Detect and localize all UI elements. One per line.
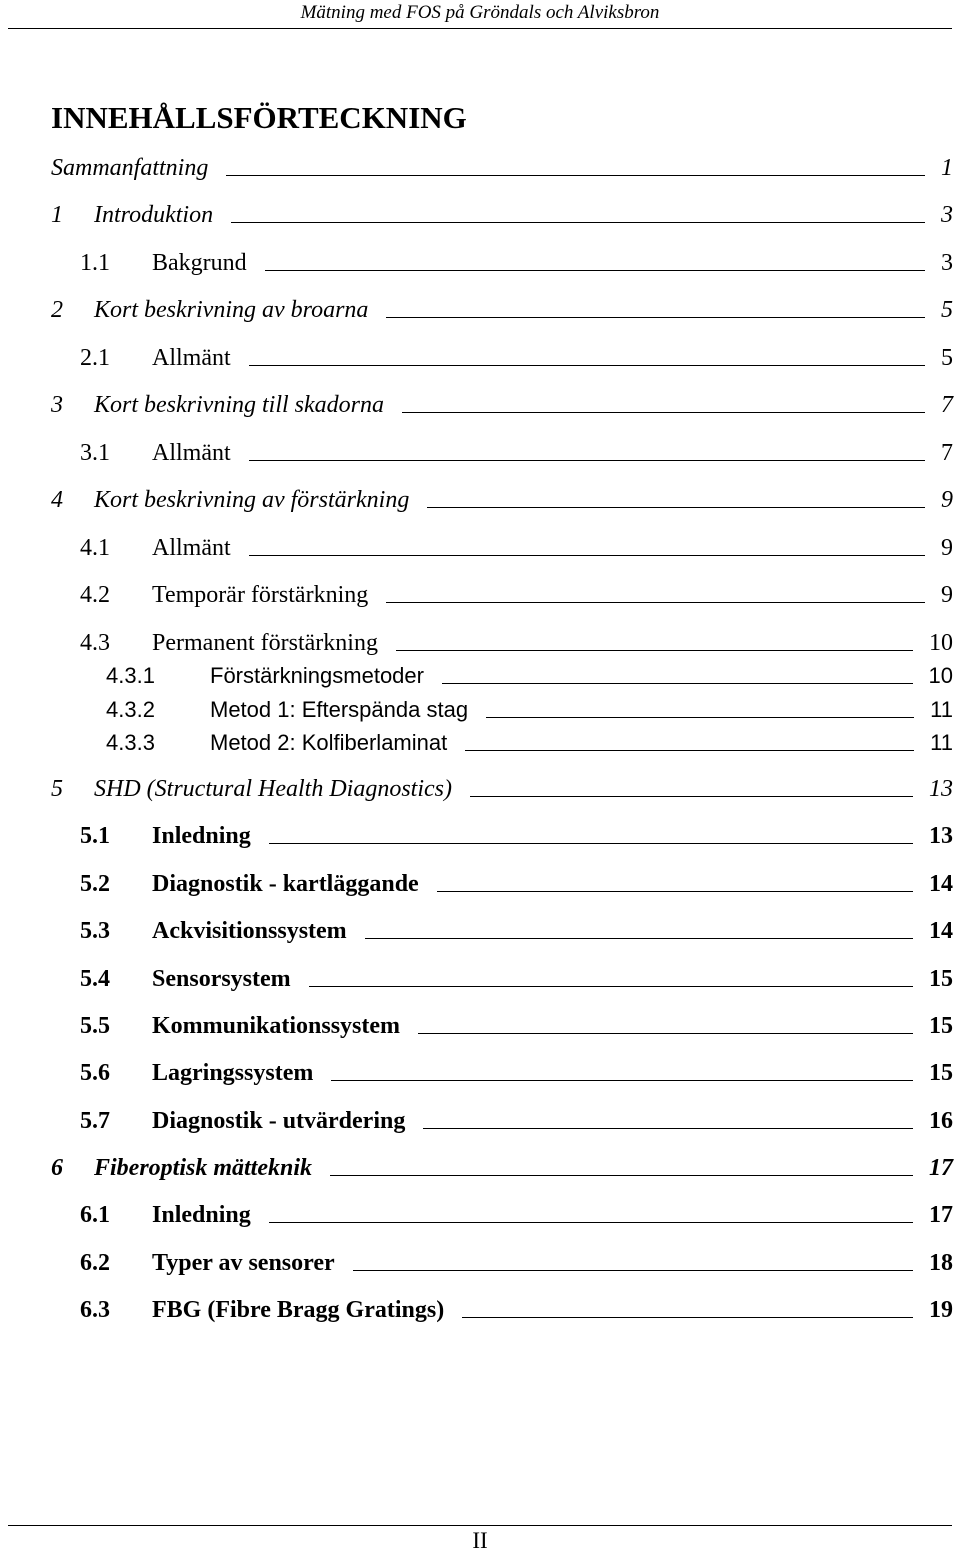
toc-entry[interactable]	[0, 153, 960, 183]
toc-entry-page: 17	[929, 1202, 953, 1228]
toc-entry-title: Introduktion	[94, 202, 214, 228]
toc-leader-line	[269, 843, 913, 844]
toc-entry-number: 2.1	[80, 345, 110, 371]
toc-entry[interactable]	[0, 821, 960, 851]
toc-entry-title: Temporär förstärkning	[152, 582, 369, 608]
toc-entry-number: 5.1	[80, 823, 110, 849]
toc-entry-page: 14	[929, 918, 953, 944]
toc-entry[interactable]	[0, 1153, 960, 1183]
toc-entry-title: Kort beskrivning till skadorna	[94, 392, 384, 418]
toc-entry[interactable]	[0, 661, 960, 691]
toc-entry[interactable]	[0, 916, 960, 946]
toc-entry-title: Allmänt	[152, 535, 231, 561]
toc-entry-number: 6	[51, 1155, 63, 1181]
toc-entry-page: 13	[929, 776, 953, 802]
toc-leader-line	[442, 683, 913, 684]
toc-entry-page: 3	[941, 250, 953, 276]
toc-entry-page: 7	[941, 392, 953, 418]
toc-entry[interactable]	[0, 1248, 960, 1278]
toc-leader-line	[386, 602, 925, 603]
toc-entry-number: 5.6	[80, 1060, 110, 1086]
toc-leader-line	[249, 555, 925, 556]
toc-entry-title: Fiberoptisk mätteknik	[94, 1155, 313, 1181]
toc-entry-page: 15	[929, 1013, 953, 1039]
toc-entry-page: 18	[929, 1250, 953, 1276]
toc-entry-number: 3.1	[80, 440, 110, 466]
toc-entry[interactable]	[0, 628, 960, 658]
page-number: II	[472, 1528, 488, 1553]
toc-entry[interactable]	[0, 1011, 960, 1041]
toc-entry-page: 19	[929, 1297, 953, 1323]
toc-entry-number: 6.1	[80, 1202, 110, 1228]
toc-entry-title: FBG (Fibre Bragg Gratings)	[152, 1297, 445, 1323]
toc-entry-page: 15	[929, 1060, 953, 1086]
toc-entry[interactable]	[0, 1200, 960, 1230]
toc-entry[interactable]	[0, 390, 960, 420]
toc-entry-title: Diagnostik - kartläggande	[152, 871, 419, 897]
toc-leader-line	[226, 175, 925, 176]
toc-leader-line	[249, 365, 925, 366]
toc-entry-number: 5.2	[80, 871, 110, 897]
toc-entry-title: Metod 1: Efterspända stag	[210, 697, 469, 722]
toc-entry-number: 2	[51, 297, 63, 323]
toc-entry-number: 4.3.2	[106, 697, 155, 722]
toc-entry[interactable]	[0, 1295, 960, 1325]
toc-entry-page: 11	[930, 730, 953, 755]
toc-entry-number: 1	[51, 202, 63, 228]
toc-leader-line	[249, 460, 925, 461]
toc-entry-title: Förstärkningsmetoder	[210, 663, 424, 688]
toc-entry-number: 5.4	[80, 966, 110, 992]
toc-entry-number: 4	[51, 487, 63, 513]
toc-entry-page: 10	[928, 663, 953, 688]
toc-entry-page: 11	[930, 697, 953, 722]
toc-entry-title: Bakgrund	[152, 250, 247, 276]
toc-leader-line	[437, 891, 913, 892]
toc-entry-title: Metod 2: Kolfiberlaminat	[210, 730, 448, 755]
toc-entry-title: Lagringssystem	[152, 1060, 314, 1086]
toc-leader-line	[231, 222, 925, 223]
toc-leader-line	[269, 1222, 913, 1223]
toc-entry-number: 4.2	[80, 582, 110, 608]
toc-entry-page: 13	[929, 823, 953, 849]
toc-leader-line	[462, 1317, 913, 1318]
toc-entry-title: Sammanfattning	[51, 155, 209, 181]
toc-entry-number: 5.5	[80, 1013, 110, 1039]
toc-entry[interactable]	[0, 200, 960, 230]
toc-entry-number: 6.2	[80, 1250, 110, 1276]
toc-entry-title: Allmänt	[152, 345, 231, 371]
toc-entry-title: Permanent förstärkning	[152, 630, 378, 656]
toc-leader-line	[427, 507, 925, 508]
toc-entry[interactable]	[0, 964, 960, 994]
toc-entry-page: 7	[941, 440, 953, 466]
toc-entry[interactable]	[0, 1106, 960, 1136]
toc-entry-page: 15	[929, 966, 953, 992]
toc-entry-title: Kort beskrivning av broarna	[94, 297, 369, 323]
toc-entry-title: Inledning	[152, 823, 251, 849]
footer-rule	[8, 1525, 952, 1526]
toc-entry[interactable]	[0, 728, 960, 758]
toc-leader-line	[402, 412, 925, 413]
toc-leader-line	[470, 796, 913, 797]
toc-entry-page: 3	[941, 202, 953, 228]
toc-entry-number: 4.3	[80, 630, 110, 656]
toc-leader-line	[331, 1080, 913, 1081]
toc-entry-number: 3	[51, 392, 63, 418]
toc-leader-line	[423, 1128, 913, 1129]
toc-entry-page: 5	[941, 345, 953, 371]
toc-entry-title: Inledning	[152, 1202, 251, 1228]
toc-leader-line	[418, 1033, 913, 1034]
toc-entry-number: 5.7	[80, 1108, 110, 1134]
toc-entry-title: SHD (Structural Health Diagnostics)	[94, 776, 452, 802]
toc-leader-line	[330, 1175, 913, 1176]
toc-entry-title: Diagnostik - utvärdering	[152, 1108, 406, 1134]
toc-entry-page: 9	[941, 582, 953, 608]
toc-entry-title: Kort beskrivning av förstärkning	[94, 487, 410, 513]
toc-entry-page: 10	[929, 630, 953, 656]
toc-entry-title: Kommunikationssystem	[152, 1013, 401, 1039]
toc-entry[interactable]	[0, 485, 960, 515]
toc-leader-line	[353, 1270, 913, 1271]
toc-leader-line	[465, 750, 914, 751]
toc-leader-line	[365, 938, 913, 939]
toc-entry[interactable]	[0, 869, 960, 899]
toc-entry[interactable]	[0, 343, 960, 373]
toc-leader-line	[486, 717, 914, 718]
toc-entry[interactable]	[0, 533, 960, 563]
toc-entry-title: Ackvisitionssystem	[152, 918, 347, 944]
toc-entry[interactable]	[0, 774, 960, 804]
toc-entry-number: 4.1	[80, 535, 110, 561]
toc-entry-page: 16	[929, 1108, 953, 1134]
toc-entry-page: 9	[941, 535, 953, 561]
toc-entry[interactable]	[0, 1058, 960, 1088]
toc-entry-number: 4.3.1	[106, 663, 155, 688]
toc-heading: INNEHÅLLSFÖRTECKNING	[51, 100, 467, 135]
toc-entry-number: 1.1	[80, 250, 110, 276]
toc-leader-line	[396, 650, 913, 651]
toc-entry-title: Typer av sensorer	[152, 1250, 335, 1276]
toc-entry-number: 5.3	[80, 918, 110, 944]
toc-entry-number: 6.3	[80, 1297, 110, 1323]
toc-entry-page: 14	[929, 871, 953, 897]
toc-entry-page: 5	[941, 297, 953, 323]
toc-leader-line	[265, 270, 925, 271]
toc-entry-page: 17	[929, 1155, 953, 1181]
toc-entry-number: 4.3.3	[106, 730, 155, 755]
toc-leader-line	[386, 317, 925, 318]
toc-entry[interactable]	[0, 438, 960, 468]
toc-entry-page: 1	[941, 155, 953, 181]
toc-entry[interactable]	[0, 248, 960, 278]
toc-entry-title: Allmänt	[152, 440, 231, 466]
toc-entry-title: Sensorsystem	[152, 966, 291, 992]
toc-entry[interactable]	[0, 580, 960, 610]
toc-leader-line	[309, 986, 913, 987]
toc-entry[interactable]	[0, 295, 960, 325]
toc-entry[interactable]	[0, 695, 960, 725]
toc-entry-number: 5	[51, 776, 63, 802]
toc-entry-page: 9	[941, 487, 953, 513]
running-header: Mätning med FOS på Gröndals och Alviksbron	[300, 2, 660, 23]
